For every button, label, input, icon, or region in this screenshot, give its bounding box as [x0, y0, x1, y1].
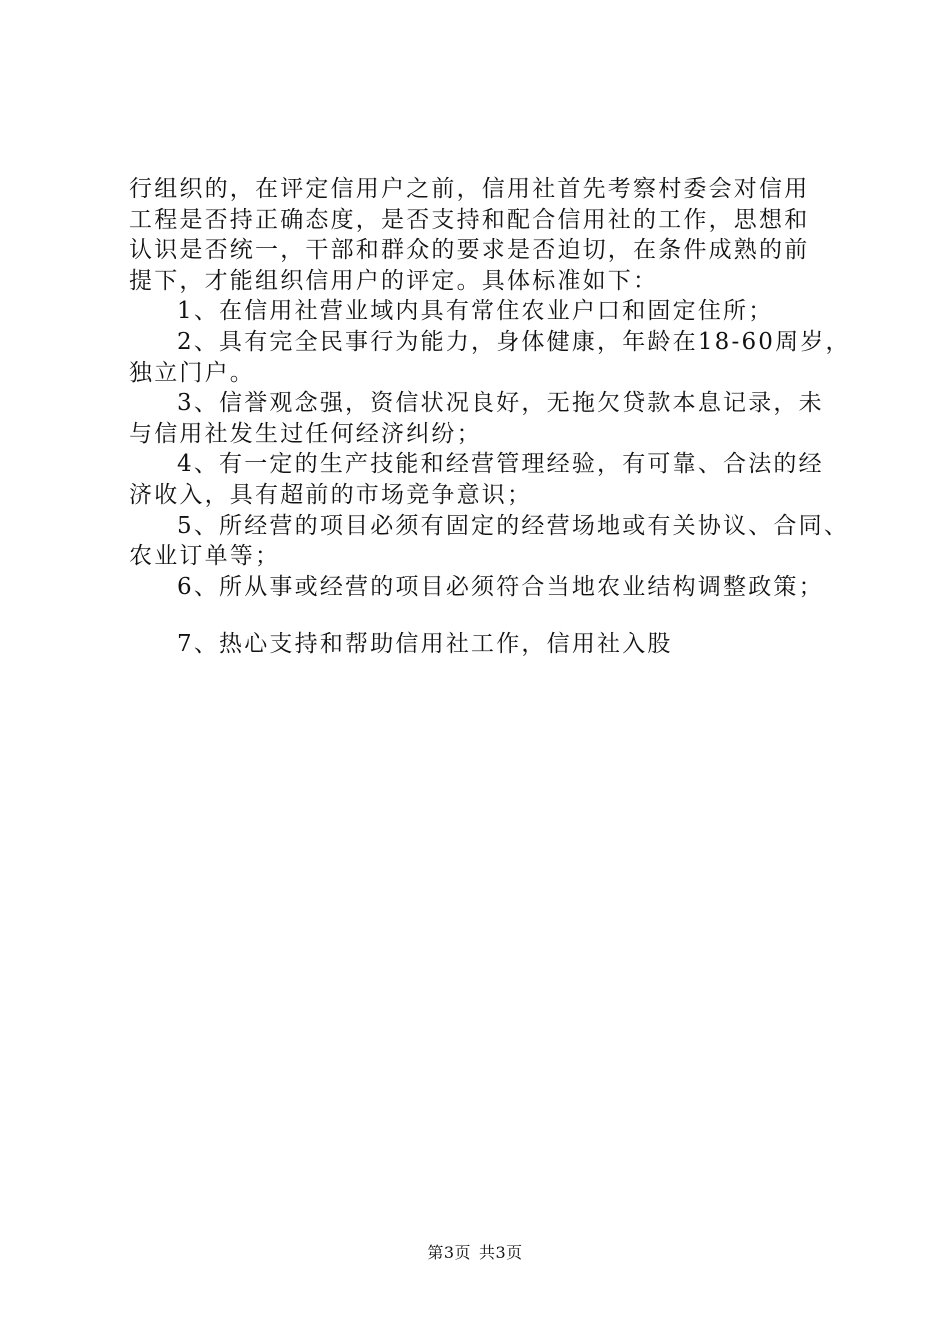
paragraph-line: 认识是否统一，干部和群众的要求是否迫切，在条件成熟的前 [129, 237, 810, 264]
page-footer [0, 1243, 950, 1263]
page-total: 共3页 [479, 1243, 523, 1262]
criterion-5-line: 5、所经营的项目必须有固定的经营场地或有关协议、合同、 [177, 512, 850, 539]
document-body [129, 174, 851, 660]
criterion-2-line: 2、具有完全民事行为能力，身体健康，年龄在18-60周岁， [177, 328, 851, 355]
paragraph-gap [129, 602, 839, 629]
criterion-4-continuation: 济收入，具有超前的市场竞争意识； [129, 481, 533, 508]
paragraph-line: 提下，才能组织信用户的评定。具体标准如下： [129, 267, 659, 294]
criterion-2-continuation: 独立门户。 [129, 359, 255, 386]
criterion-3-line: 3、信誉观念强，资信状况良好，无拖欠贷款本息记录，未 [177, 390, 824, 417]
criterion-1-line: 1、在信用社营业域内具有常住农业户口和固定住所； [177, 298, 774, 325]
criterion-4-line: 4、有一定的生产技能和经营管理经验，有可靠、合法的经 [177, 451, 824, 478]
criterion-6-line: 6、所从事或经营的项目必须符合当地农业结构调整政策； [177, 573, 824, 600]
criterion-7-line: 7、热心支持和帮助信用社工作，信用社入股 [177, 631, 673, 658]
page-number: 第3页 [427, 1243, 471, 1262]
paragraph-line: 行组织的，在评定信用户之前，信用社首先考察村委会对信用 [129, 176, 810, 202]
criterion-3-continuation: 与信用社发生过任何经济纠纷； [129, 420, 482, 447]
paragraph-line: 工程是否持正确态度，是否支持和配合信用社的工作，思想和 [129, 206, 810, 233]
criterion-5-continuation: 农业订单等； [129, 543, 281, 570]
